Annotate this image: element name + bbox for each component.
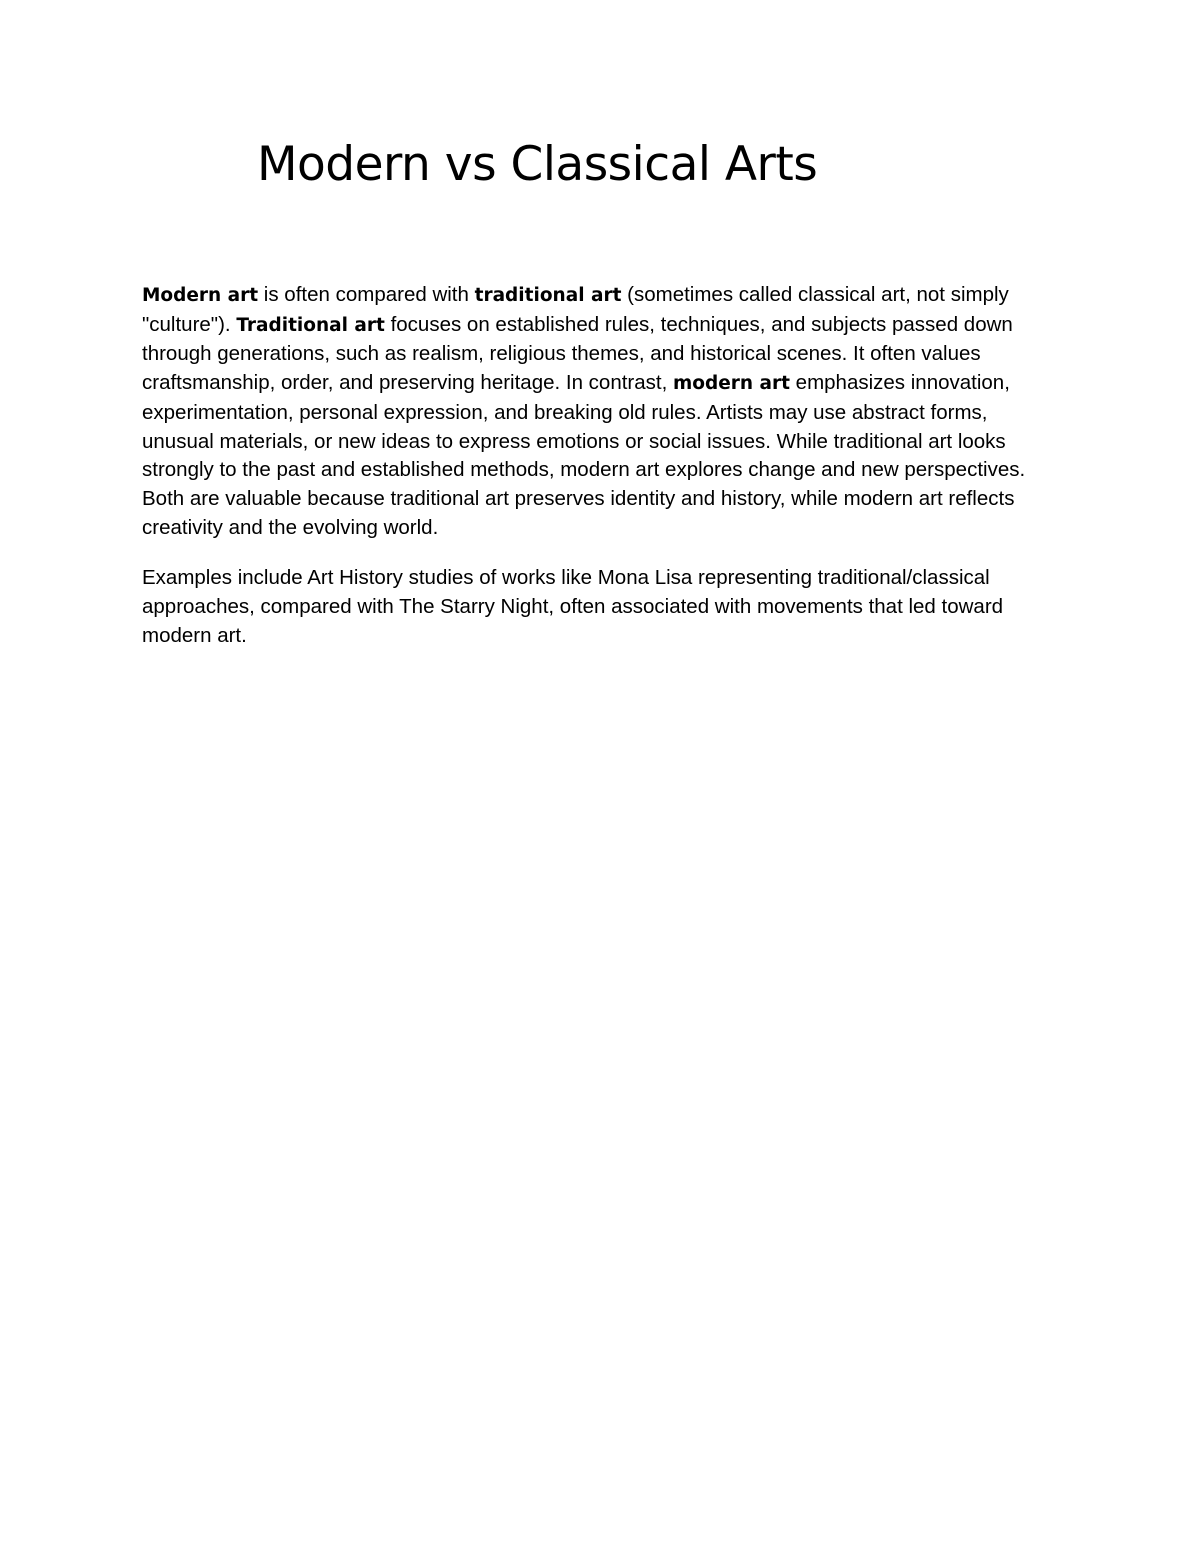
term-traditional-art-2: Traditional art	[236, 314, 385, 336]
term-traditional-art: traditional art	[474, 285, 622, 306]
text-segment: emphasizes innovation, experimentation, personal expression, and breaking old rules. Artists may use abstract forms, unusual materials, or new ideas to express emotions or social issues. While traditional art looks strongly to the past and established methods, modern art explores change and new perspectives. Both are valuable because traditional art preserves identity and history, while modern art reflects creativity and the evolving world.	[142, 371, 1026, 539]
paragraph-examples: Examples include Art History studies of works like Mona Lisa representing traditional/classical approaches, compared with The Starry Night, often associated with movements that led toward modern art.	[142, 566, 1004, 647]
paragraph-comparison	[142, 281, 1062, 542]
document-body	[142, 281, 1062, 672]
document-title: Modern vs Classical Arts	[257, 137, 818, 192]
term-modern-art-2: modern art	[673, 373, 790, 395]
term-modern-art: Modern art	[142, 285, 259, 306]
text-segment: (sometimes called classical art, not simply "culture").	[142, 283, 1009, 336]
text-segment: focuses on established rules, techniques, and subjects passed down through generations, such as realism, religious themes, and historical scenes. It often values craftsmanship, order, and preserving heritage. In contrast,	[142, 312, 1013, 395]
text-segment: is often compared with	[258, 283, 475, 306]
